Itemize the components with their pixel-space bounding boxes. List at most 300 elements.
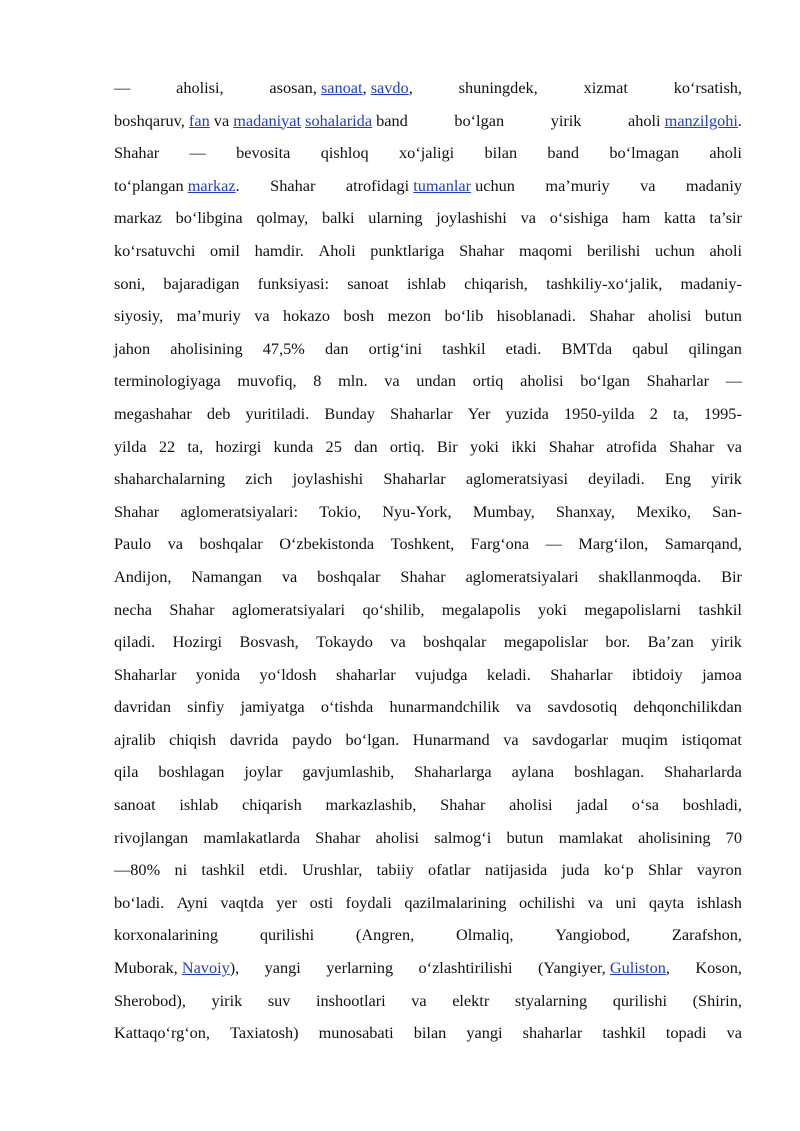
word: bo‘lgan bbox=[580, 371, 630, 391]
text-segment: madaniy bbox=[685, 175, 742, 195]
word: yoki bbox=[537, 599, 567, 619]
word: Shahar bbox=[400, 566, 446, 586]
word: sinfiy bbox=[187, 697, 225, 717]
link-navoiy[interactable]: Navoiy bbox=[181, 958, 230, 978]
word: Shahar bbox=[315, 827, 361, 847]
word: boshqalar bbox=[199, 534, 263, 554]
word: yuzida bbox=[505, 403, 549, 423]
word: Taxiatosh) bbox=[230, 1023, 299, 1043]
text-line bbox=[114, 919, 742, 952]
word: va bbox=[390, 632, 406, 652]
word: dehqonchilikdan bbox=[633, 697, 742, 717]
word: — bbox=[189, 143, 206, 163]
word: maqomi bbox=[518, 240, 573, 260]
word: vujudga bbox=[415, 664, 468, 684]
document-page bbox=[114, 72, 742, 1050]
text-line bbox=[114, 496, 742, 529]
word: aylana bbox=[511, 762, 555, 782]
link-savdo[interactable]: savdo bbox=[370, 78, 409, 97]
word: Shaharlarga bbox=[414, 762, 492, 782]
word: va bbox=[254, 306, 270, 326]
word: keladi. bbox=[486, 664, 531, 684]
text-line bbox=[114, 431, 742, 464]
word: yilda bbox=[114, 436, 147, 456]
word: shaharlar bbox=[522, 1023, 583, 1043]
word: megashahar bbox=[114, 403, 192, 423]
word: markaz bbox=[114, 208, 162, 228]
word: va bbox=[384, 371, 400, 391]
word: hozirgi bbox=[215, 436, 262, 456]
word: inshootlari bbox=[316, 990, 386, 1010]
word: bo‘libgina bbox=[175, 208, 243, 228]
word: va bbox=[411, 990, 427, 1010]
word: ikki bbox=[511, 436, 537, 456]
text-line bbox=[114, 594, 742, 627]
word: ta’sir bbox=[709, 208, 742, 228]
word: ishlab bbox=[179, 795, 219, 815]
word: deyiladi. bbox=[588, 469, 645, 489]
word: tashkiliy-xo‘jalik, bbox=[546, 273, 663, 293]
word: band bbox=[547, 143, 580, 163]
word: va bbox=[726, 436, 742, 456]
word: katta bbox=[664, 208, 696, 228]
word: bo‘ladi. bbox=[114, 892, 165, 912]
word: tashkil bbox=[698, 599, 742, 619]
word: mezon bbox=[387, 306, 432, 326]
word: natijasida bbox=[484, 860, 548, 880]
word: ularning bbox=[368, 208, 423, 228]
word: qurilishi bbox=[612, 990, 668, 1010]
word: Olmaliq, bbox=[456, 925, 514, 945]
word: Mumbay, bbox=[472, 501, 535, 521]
word: vaqtda bbox=[220, 892, 264, 912]
word: Kattaqo‘rg‘on, bbox=[114, 1023, 211, 1043]
word: undan bbox=[416, 371, 457, 391]
word: Shlar bbox=[648, 860, 683, 880]
word: shakllanmoqda. bbox=[598, 566, 702, 586]
text-line bbox=[114, 105, 742, 138]
word: zich bbox=[245, 469, 273, 489]
word: aholisining bbox=[170, 338, 243, 358]
word: mamlakat bbox=[558, 827, 623, 847]
word: San- bbox=[712, 501, 742, 521]
word: 8 bbox=[313, 371, 322, 391]
word: — bbox=[725, 371, 742, 391]
word: hisoblanadi. bbox=[496, 306, 576, 326]
word: bevosita bbox=[236, 143, 291, 163]
word: yonida bbox=[195, 664, 241, 684]
word: Shaharlar bbox=[383, 469, 446, 489]
link-sohalarida[interactable]: sohalarida bbox=[305, 110, 373, 130]
text-line bbox=[114, 985, 742, 1018]
word: styalarning bbox=[514, 990, 588, 1010]
word: Shahar bbox=[440, 795, 486, 815]
word: va bbox=[726, 1023, 742, 1043]
word: ortiq bbox=[472, 371, 504, 391]
word: mamlakatlarda bbox=[203, 827, 301, 847]
word: Samarqand, bbox=[664, 534, 742, 554]
word: Hozirgi bbox=[172, 632, 223, 652]
word: ta, bbox=[672, 403, 689, 423]
word: uni bbox=[615, 892, 637, 912]
word: (Angren, bbox=[355, 925, 415, 945]
punct: , bbox=[362, 78, 367, 97]
word: aholisi bbox=[520, 371, 564, 391]
word: boshladi, bbox=[682, 795, 742, 815]
word: Yangiobod, bbox=[555, 925, 631, 945]
word: jadal bbox=[576, 795, 609, 815]
word: markazlashib, bbox=[325, 795, 417, 815]
word: Shanxay, bbox=[555, 501, 615, 521]
text-line bbox=[114, 463, 742, 496]
word: bosh bbox=[343, 306, 375, 326]
word: jahon bbox=[114, 338, 151, 358]
word: va bbox=[520, 208, 536, 228]
word: (Shirin, bbox=[692, 990, 742, 1010]
text-segment: boshqaruv, fan va madaniyat sohalarida band bbox=[114, 105, 408, 138]
word: Shaharlarda bbox=[664, 762, 742, 782]
link-madaniyat[interactable]: madaniyat bbox=[233, 110, 302, 130]
word: salmog‘i bbox=[434, 827, 492, 847]
word: chiqish bbox=[169, 729, 217, 749]
text-segment: yangi bbox=[264, 958, 301, 978]
word: yuritiladi. bbox=[245, 403, 310, 423]
word: ko‘p bbox=[603, 860, 634, 880]
punct: . bbox=[737, 110, 742, 130]
word: sanoat bbox=[347, 273, 389, 293]
word: aholisi bbox=[509, 795, 553, 815]
word: aglomeratsiyalari: bbox=[180, 501, 298, 521]
word: savdosotiq bbox=[547, 697, 618, 717]
word: o‘sa bbox=[631, 795, 659, 815]
word: Shaharlar bbox=[390, 403, 453, 423]
text-line bbox=[114, 137, 742, 170]
word: Shahar bbox=[114, 501, 160, 521]
text-segment: va bbox=[640, 175, 656, 195]
word: rivojlangan bbox=[114, 827, 189, 847]
word: ham bbox=[622, 208, 651, 228]
word: yirik bbox=[711, 469, 742, 489]
text-line bbox=[114, 268, 742, 301]
word: elektr bbox=[452, 990, 490, 1010]
word: BMTda bbox=[561, 338, 613, 358]
word: Shahar bbox=[169, 599, 215, 619]
link-sanoat[interactable]: sanoat bbox=[320, 78, 363, 97]
word: mln. bbox=[338, 371, 368, 391]
word: bo‘lgan. bbox=[345, 729, 400, 749]
word: Marg‘ilon, bbox=[578, 534, 649, 554]
word: Tokio, bbox=[319, 501, 362, 521]
text-line bbox=[114, 528, 742, 561]
text-segment: to‘plangan markaz. bbox=[114, 175, 240, 195]
word: shaharchalarning bbox=[114, 469, 226, 489]
word: Shahar bbox=[669, 436, 715, 456]
text-line bbox=[114, 365, 742, 398]
word: atrofida bbox=[606, 436, 657, 456]
word: butun bbox=[704, 306, 742, 326]
word: Toshkent, bbox=[390, 534, 455, 554]
word: gavjumlashib, bbox=[302, 762, 395, 782]
word: davridan bbox=[114, 697, 171, 717]
word: Yer bbox=[467, 403, 491, 423]
word: ta, bbox=[187, 436, 204, 456]
word: Ayni bbox=[176, 892, 208, 912]
word: Shahar bbox=[589, 306, 635, 326]
word: qayta bbox=[648, 892, 685, 912]
word: dan bbox=[354, 436, 378, 456]
text-segment: aholisi, bbox=[176, 78, 224, 97]
word: va bbox=[281, 566, 298, 586]
word: dan bbox=[324, 338, 349, 358]
word: O‘zbekistonda bbox=[279, 534, 375, 554]
text-segment: shuningdek, bbox=[458, 78, 538, 97]
text-segment: Shahar bbox=[270, 175, 316, 195]
word: tabiiy bbox=[376, 860, 414, 880]
word: aholi bbox=[709, 240, 742, 260]
word: berilishi bbox=[586, 240, 641, 260]
word: juda bbox=[561, 860, 590, 880]
word: madaniy- bbox=[680, 273, 742, 293]
word: aholisi bbox=[375, 827, 420, 847]
word: balki bbox=[321, 208, 355, 228]
word: joylar bbox=[244, 762, 283, 782]
word: Shahar bbox=[548, 436, 594, 456]
word: bilan bbox=[484, 143, 518, 163]
text-line bbox=[114, 659, 742, 692]
word: tashkil bbox=[201, 860, 245, 880]
text-segment: ma’muriy bbox=[545, 175, 610, 195]
word: Hunarmand bbox=[412, 729, 490, 749]
text-segment: (Yangiyer, Guliston, bbox=[537, 958, 670, 978]
word: boshqalar bbox=[317, 566, 381, 586]
word: Namangan bbox=[191, 566, 262, 586]
word: yirik bbox=[711, 632, 742, 652]
text-line bbox=[114, 300, 742, 333]
word: Andijon, bbox=[114, 566, 172, 586]
word: 25 bbox=[325, 436, 342, 456]
word: Urushlar, bbox=[301, 860, 363, 880]
word: aglomeratsiyalari bbox=[465, 566, 579, 586]
word: qabul bbox=[632, 338, 669, 358]
text-line bbox=[114, 626, 742, 659]
word: va bbox=[587, 892, 603, 912]
link-fan[interactable]: fan bbox=[188, 110, 210, 130]
word: korxonalarining bbox=[114, 925, 218, 945]
word: va bbox=[515, 697, 532, 717]
word: soni, bbox=[114, 273, 146, 293]
word: Bosvash, bbox=[239, 632, 299, 652]
word: foydali bbox=[345, 892, 392, 912]
word: 47,5% bbox=[262, 338, 305, 358]
text-line bbox=[114, 561, 742, 594]
word: o‘tishda bbox=[320, 697, 374, 717]
word: terminologiyaga bbox=[114, 371, 221, 391]
word: megapolislarni bbox=[584, 599, 682, 619]
word: Aholi bbox=[318, 240, 356, 260]
word: Paulo bbox=[114, 534, 152, 554]
word: munosabati bbox=[318, 1023, 394, 1043]
word: osti bbox=[309, 892, 334, 912]
word: ofatlar bbox=[428, 860, 471, 880]
word: ibtidoiy bbox=[632, 664, 683, 684]
link-guliston[interactable]: Guliston bbox=[609, 958, 666, 978]
link-manzilgohi[interactable]: manzilgohi bbox=[664, 110, 738, 130]
text-line bbox=[114, 691, 742, 724]
word: Farg‘ona bbox=[470, 534, 530, 554]
word: hunarmandchilik bbox=[389, 697, 500, 717]
text-line bbox=[114, 72, 742, 105]
word: funksiyasi: bbox=[257, 273, 330, 293]
word: ishlash bbox=[696, 892, 742, 912]
link-tumanlar[interactable]: tumanlar bbox=[413, 175, 472, 195]
word: qilingan bbox=[688, 338, 742, 358]
word: hamdir. bbox=[254, 240, 304, 260]
word: 1995- bbox=[703, 403, 742, 423]
word: qila bbox=[114, 762, 139, 782]
word: Mexiko, bbox=[636, 501, 691, 521]
link-markaz[interactable]: markaz bbox=[187, 175, 236, 195]
text-line bbox=[114, 235, 742, 268]
text-segment: ko‘rsatish, bbox=[673, 78, 742, 97]
word: qazilmalarining bbox=[404, 892, 507, 912]
word: kunda bbox=[273, 436, 314, 456]
word: shaharlar bbox=[335, 664, 396, 684]
word: 22 bbox=[158, 436, 176, 456]
word: necha bbox=[114, 599, 152, 619]
word: jamiyatga bbox=[240, 697, 305, 717]
word: qurilishi bbox=[259, 925, 315, 945]
word: davrida bbox=[229, 729, 279, 749]
text-line bbox=[114, 854, 742, 887]
word: va bbox=[167, 534, 183, 554]
word: 1950-yilda bbox=[564, 403, 635, 423]
word: omil bbox=[210, 240, 240, 260]
word: qo‘shilib, bbox=[362, 599, 425, 619]
word: aholi bbox=[709, 143, 742, 163]
word: boshlagan. bbox=[574, 762, 645, 782]
word: muvofiq, bbox=[237, 371, 297, 391]
word: — bbox=[545, 534, 562, 554]
word: yer bbox=[276, 892, 298, 912]
word: aglomeratsiyasi bbox=[465, 469, 569, 489]
word: Tokaydo bbox=[316, 632, 373, 652]
word: vayron bbox=[696, 860, 742, 880]
word: ochilishi bbox=[519, 892, 576, 912]
word: Bunday bbox=[324, 403, 376, 423]
text-segment: xizmat bbox=[583, 78, 628, 97]
word: aglomeratsiyalari bbox=[232, 599, 346, 619]
text-line bbox=[114, 398, 742, 431]
word: qishloq bbox=[320, 143, 369, 163]
text-line bbox=[114, 333, 742, 366]
word: bajaradigan bbox=[163, 273, 240, 293]
word: Eng bbox=[664, 469, 692, 489]
word: megapolislar bbox=[503, 632, 588, 652]
word: va bbox=[213, 110, 230, 130]
word: Sherobod), bbox=[114, 990, 186, 1010]
word: ortiq. bbox=[389, 436, 425, 456]
word: muqim bbox=[621, 729, 668, 749]
word: uchun bbox=[654, 240, 695, 260]
word: megalapolis bbox=[441, 599, 521, 619]
word: jamoa bbox=[702, 664, 742, 684]
text-line bbox=[114, 822, 742, 855]
word: va bbox=[503, 729, 519, 749]
word: sanoat bbox=[114, 795, 156, 815]
text-segment: bo‘lgan bbox=[454, 110, 505, 130]
text-line bbox=[114, 1017, 742, 1050]
text-segment: o‘zlashtirilishi bbox=[418, 958, 513, 978]
word: Shaharlar bbox=[114, 664, 177, 684]
word: etadi. bbox=[505, 338, 542, 358]
word: Zarafshon, bbox=[671, 925, 742, 945]
word: aholisi bbox=[647, 306, 692, 326]
word: topadi bbox=[665, 1023, 707, 1043]
word: punktlariga bbox=[370, 240, 445, 260]
word: bor. bbox=[605, 632, 631, 652]
word: joylashishi bbox=[436, 208, 507, 228]
word: Shahar bbox=[114, 143, 160, 163]
text-line bbox=[114, 952, 742, 985]
word: siyosiy, bbox=[114, 306, 164, 326]
word: 70 bbox=[725, 827, 742, 847]
text-segment: — bbox=[114, 78, 131, 97]
word: Bir bbox=[436, 436, 458, 456]
word: ni bbox=[174, 860, 188, 880]
word: —80% bbox=[114, 860, 161, 880]
word: bo‘lmagan bbox=[609, 143, 680, 163]
word: xo‘jaligi bbox=[399, 143, 455, 163]
text-line bbox=[114, 724, 742, 757]
word: boshlagan bbox=[158, 762, 225, 782]
word: yoki bbox=[469, 436, 499, 456]
word: Nyu-York, bbox=[382, 501, 452, 521]
word: paydo bbox=[292, 729, 332, 749]
text-segment: aholi manzilgohi. bbox=[628, 105, 742, 138]
word: ma’muriy bbox=[176, 306, 241, 326]
word: chiqarish, bbox=[464, 273, 528, 293]
word: istiqomat bbox=[681, 729, 742, 749]
word: tashkil bbox=[442, 338, 486, 358]
word: ortig‘ini bbox=[368, 338, 422, 358]
word: chiqarish bbox=[242, 795, 302, 815]
text-segment: atrofidagi tumanlar uchun bbox=[345, 175, 515, 195]
word: o‘sishiga bbox=[549, 208, 609, 228]
word: hokazo bbox=[283, 306, 331, 326]
word: ishlab bbox=[407, 273, 446, 293]
word: etdi. bbox=[259, 860, 288, 880]
word: Shaharlar bbox=[646, 371, 710, 391]
word: Ba’zan bbox=[647, 632, 694, 652]
word: tashkil bbox=[602, 1023, 646, 1043]
word: aholisining bbox=[638, 827, 711, 847]
word: savdogarlar bbox=[532, 729, 609, 749]
word: qolmay, bbox=[256, 208, 309, 228]
text-line bbox=[114, 789, 742, 822]
word: bo‘lib bbox=[444, 306, 484, 326]
word: butun bbox=[506, 827, 544, 847]
text-segment: yerlarning bbox=[326, 958, 394, 978]
word: joylashishi bbox=[292, 469, 364, 489]
text-line bbox=[114, 170, 742, 203]
text-segment: yirik bbox=[550, 110, 582, 130]
word: ko‘rsatuvchi bbox=[114, 240, 196, 260]
text-line bbox=[114, 202, 742, 235]
word: suv bbox=[267, 990, 291, 1010]
word: yo‘ldosh bbox=[259, 664, 317, 684]
text-segment: Koson, bbox=[695, 958, 742, 978]
word: boshqalar bbox=[423, 632, 487, 652]
